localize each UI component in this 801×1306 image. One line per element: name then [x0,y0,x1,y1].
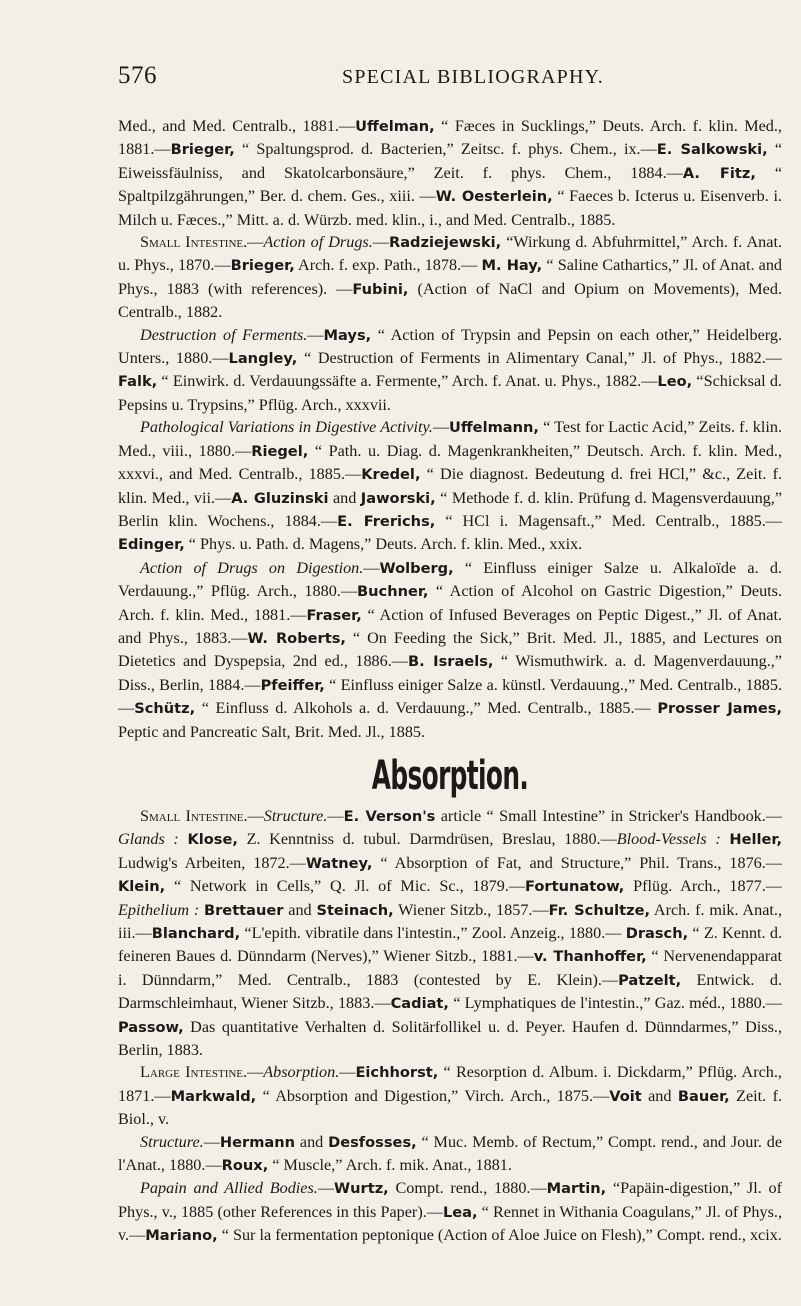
citation-text: “ Wismuthwirk. a. d. Magenverdauung.,” Diss., Berlin, 1884.— [118,652,782,694]
citation-text: “ Phys. u. Path. d. Magens,” Deuts. Arch. f. klin. Med., xxix. [184,535,583,554]
citation-text: Compt. rend., 1880.— [388,1179,547,1198]
author-name: Edinger, [118,536,185,554]
bib-paragraph [118,805,782,1061]
author-name: Fubini, [352,280,409,298]
author-name: Drasch, [625,925,689,942]
citation-text: and [641,1086,678,1105]
citation-text: Med., and Med. Centralb., 1881.— [118,117,356,135]
subject-heading: Blood-Vessels : [616,830,721,849]
subject-heading: Destruction of Ferments. [140,325,308,344]
author-name: Patzelt, [618,971,682,989]
citation-text: and [295,1132,329,1151]
citation-text: — [363,558,380,577]
author-name: E. Salkowski, [656,141,768,159]
citation-text: “ Eiweissfäulniss, and Skatolcarbonsäure,” Zeit. f. phys. Chem., 1884.— [118,140,783,182]
citation-text: Das quantitative Verhalten d. Solitärfollikel u. d. Peyer. Haufen d. Dünndarmes,” Diss., Berlin, 1883. [118,1017,782,1060]
citation-text: “ Path. u. Diag. d. Magenkrankheiten,” Deutsch. Arch. f. klin. Med., xxxvi., and Med. Centralb., 1885.— [118,441,783,484]
citation-text: — [372,233,389,252]
citation-text: Zeit. f. Biol., v. [118,1086,783,1129]
citation-text: Pflüg. Arch., 1877.— [624,877,782,896]
author-name: Buchner, [357,583,429,601]
author-name: Markwald, [170,1087,257,1105]
author-name: Lea, [442,1203,478,1221]
citation-text: Ludwig's Arbeiten, 1872.— [118,853,306,872]
citation-text: “ HCl i. Magensaft.,” Med. Centralb., 1885.— [435,511,782,530]
subject-heading: Action of Drugs. [263,233,373,252]
author-name: Fr. Schultze, [548,901,651,919]
citation-text: “ Network in Cells,” Q. Jl. of Mic. Sc., 1879.— [165,877,526,896]
citation-text: “ Die diagnost. Bedeutung d. frei HCl,” &c., Zeit. f. klin. Med., vii.— [118,465,783,507]
page-number: 576 [118,62,157,89]
author-name: Brieger, [230,257,295,275]
citation-text: “ Resorption d. Album. i. Dickdarm,” Pflüg. Arch., 1871.— [118,1063,782,1105]
citation-text: Z. Kenntniss d. tubul. Darmdrüsen, Breslau, 1880.— [237,830,617,849]
citation-text: “ Action of Infused Beverages on Peptic Digest.,” Jl. of Anat. and Phys., 1883.— [118,605,782,647]
author-name: Mariano, [145,1227,218,1245]
author-name: Pfeiffer, [260,676,325,694]
author-name: Kredel, [361,466,421,484]
subject-heading: Papain and Allied Bodies. [140,1179,318,1198]
citation-text: Arch. f. mik. Anat., iii.— [118,900,782,942]
bib-paragraph [118,416,782,556]
bib-paragraph [118,115,782,231]
subject-heading: Structure. [263,806,328,825]
author-name: Jaworski, [360,489,436,507]
bib-paragraph [118,1061,782,1130]
bibliography-body [118,115,782,1248]
bib-paragraph [118,231,782,324]
citation-text: — [339,1063,356,1082]
author-name: Leo, [657,373,693,391]
citation-text: — [247,233,264,252]
author-name: W. Oesterlein, [435,188,553,206]
author-name: Watney, [305,854,373,872]
topic-heading: Small Intestine. [140,806,248,825]
author-name: Fraser, [306,606,362,624]
bib-paragraph [118,324,782,417]
citation-text: Arch. f. exp. Path., 1878.— [294,256,482,275]
citation-text: Peptic and Pancreatic Salt, Brit. Med. Jl., 1885. [118,722,426,741]
author-name: Klein, [118,878,166,896]
citation-text: article “ Small Intestine” in Stricker's Handbook.— [435,806,782,825]
bib-paragraph [118,1131,782,1178]
author-name: Hermann [219,1133,296,1151]
subject-heading: Action of Drugs on Digestion. [140,558,364,577]
citation-text: “ Muc. Memb. of Rectum,” Compt. rend., and Jour. de l'Anat., 1880.— [118,1132,783,1175]
paragraphs-before-section [118,115,782,743]
citation-text: “ Saline Cathartics,” Jl. of Anat. and Phys., 1883 (with references). — [118,256,783,298]
citation-text: “ On Feeding the Sick,” Brit. Med. Jl., 1885, and Lectures on Dietetics and Dyspepsia, 2nd ed., 1886.— [118,628,782,671]
citation-text: “ Spaltpilzgährungen,” Ber. d. chem. Ges., xiii. — [118,163,783,206]
author-name: M. Hay, [481,257,543,275]
author-name: Martin, [546,1180,607,1198]
citation-text: “ Action of Alcohol on Gastric Digestion,” Deuts. Arch. f. klin. Med., 1881.— [118,582,783,624]
citation-text: “ Einwirk. d. Verdauungssäfte a. Fermente,” Arch. f. Anat. u. Phys., 1882.— [157,372,658,391]
author-name: Steinach, [316,901,394,919]
citation-text: — [432,418,449,437]
author-name: Uffelman, [355,118,435,135]
citation-text: “ Muscle,” Arch. f. mik. Anat., 1881. [268,1156,512,1175]
citation-text: and [283,900,317,919]
citation-text: “Schicksal d. Pepsins u. Trypsins,” Pflüg. Arch., xxxvii. [118,372,782,414]
citation-text: “ Einfluss einiger Salze a. künstl. Verdauung.,” Med. Centralb., 1885.— [118,675,782,718]
citation-text: “ Einfluss einiger Salze u. Alkaloïde a. d. Verdauung.,” Pflüg. Arch., 1880.— [118,558,782,601]
subject-heading: Pathological Variations in Digestive Activity. [140,418,433,437]
author-name: A. Gluzinski [231,489,329,507]
author-name: Wolberg, [379,559,454,577]
citation-text: “ Nervenendapparat i. Dünndarm,” Med. Centralb., 1883 (contested by E. Klein).— [118,947,783,989]
citation-text: “Wirkung d. Abfuhrmittel,” Arch. f. Anat. u. Phys., 1870.— [118,233,782,275]
author-name: Radziejewski, [388,234,502,252]
author-name: Uffelmann, [449,419,539,437]
citation-text: “ Spaltungsprod. d. Bacterien,” Zeitsc. f. phys. Chem., ix.— [234,140,657,159]
topic-heading: Small Intestine. [140,233,248,252]
citation-text: (Action of NaCl and Opium on Movements), Med. Centralb., 1882. [118,279,783,322]
author-name: Brettauer [203,901,284,919]
citation-text: — [247,1063,264,1082]
author-name: W. Roberts, [247,629,346,647]
section-heading: Absorption. [371,752,529,799]
citation-text: “ Rennet in Withania Coagulans,” Jl. of Phys., v.— [118,1202,783,1245]
author-name: B. Israels, [407,653,494,671]
citation-text: “ Fæces in Sucklings,” Deuts. Arch. f. klin. Med., 1881.— [118,117,782,159]
author-name: Fortunatow, [525,878,625,896]
author-name: A. Fitz, [682,164,756,182]
citation-text: “ Faeces b. Icterus u. Eisenverb. i. Milch u. Fæces.,” Mitt. a. d. Würzb. med. klin., i., and Med. Centralb., 1885. [118,187,782,229]
citation-text: “ Action of Trypsin and Pepsin on each other,” Heidelberg. Unters., 1880.— [118,325,782,368]
author-name: Cadiat, [390,995,449,1013]
subject-heading: Absorption. [263,1063,340,1082]
citation-text: — [307,325,324,344]
citation-text: “ Sur la fermentation peptonique (Action of Aloe Juice on Flesh),” Compt. rend., xcix. [217,1226,782,1245]
bib-paragraph [118,1177,782,1247]
author-name: E. Verson's [343,807,436,825]
subject-heading: Structure. [140,1132,204,1151]
author-name: Eichhorst, [355,1064,439,1082]
paragraphs-after-section [118,805,782,1248]
author-name: Klose, [187,831,238,849]
author-name: Voit [609,1087,642,1105]
author-name: v. Thanhoffer, [533,948,647,966]
author-name: Brieger, [170,141,235,159]
author-name: Langley, [228,350,298,368]
author-name: E. Frerichs, [337,512,436,530]
citation-text: “ Test for Lactic Acid,” Zeits. f. klin. Med., viii., 1880.— [118,418,782,460]
author-name: Desfosses, [328,1133,417,1151]
author-name: Roux, [221,1157,269,1175]
citation-text: “ Lymphatiques de l'intestin.,” Gaz. méd., 1880.— [448,994,782,1013]
subject-heading: Epithelium : [118,900,200,919]
author-name: Falk, [118,373,158,391]
author-name: Wurtz, [334,1180,389,1198]
citation-text: — [247,806,264,825]
citation-text: “ Absorption and Digestion,” Virch. Arch., 1875.— [256,1086,610,1105]
author-name: Blanchard, [151,925,241,942]
page-header [118,62,782,92]
running-title: SPECIAL BIBLIOGRAPHY. [342,66,604,88]
bib-paragraph [118,557,782,743]
citation-text: — [317,1179,335,1198]
author-name: Riegel, [251,442,309,460]
citation-text: “Papäin-digestion,” Jl. of Phys., v., 1885 (other References in this Paper).— [118,1179,783,1221]
author-name: Bauer, [677,1087,730,1105]
author-name: Heller, [729,831,783,849]
citation-text: “ Einfluss d. Alkohols a. d. Verdauung.,” Med. Centralb., 1885.— [195,699,658,718]
citation-text: Wiener Sitzb., 1857.— [393,900,549,919]
author-name: Schütz, [134,700,196,718]
citation-text: “L'epith. vibratile dans l'intestin.,” Zool. Anzeig., 1880.— [240,924,626,942]
citation-text: Entwick. d. Darmschleimhaut, Wiener Sitzb., 1883.— [118,970,782,1013]
citation-text: “ Absorption of Fat, and Structure,” Phil. Trans., 1876.— [372,853,782,872]
author-name: Mays, [323,326,372,344]
author-name: Prosser James, [657,700,782,718]
topic-heading: Large Intestine. [140,1063,248,1082]
citation-text: — [327,806,344,825]
author-name: Passow, [118,1018,184,1036]
citation-text: and [328,488,361,507]
citation-text: — [203,1132,220,1151]
subject-heading: Glands : [118,830,179,849]
citation-text: “ Destruction of Ferments in Alimentary Canal,” Jl. of Phys., 1882.— [297,349,782,368]
citation-text: “ Methode f. d. klin. Prüfung d. Magensverdauung,” Berlin klin. Wochens., 1884.— [118,488,783,530]
citation-text: “ Z. Kennt. d. feineren Baues d. Dünndarm (Nerves),” Wiener Sitzb., 1881.— [118,924,782,966]
